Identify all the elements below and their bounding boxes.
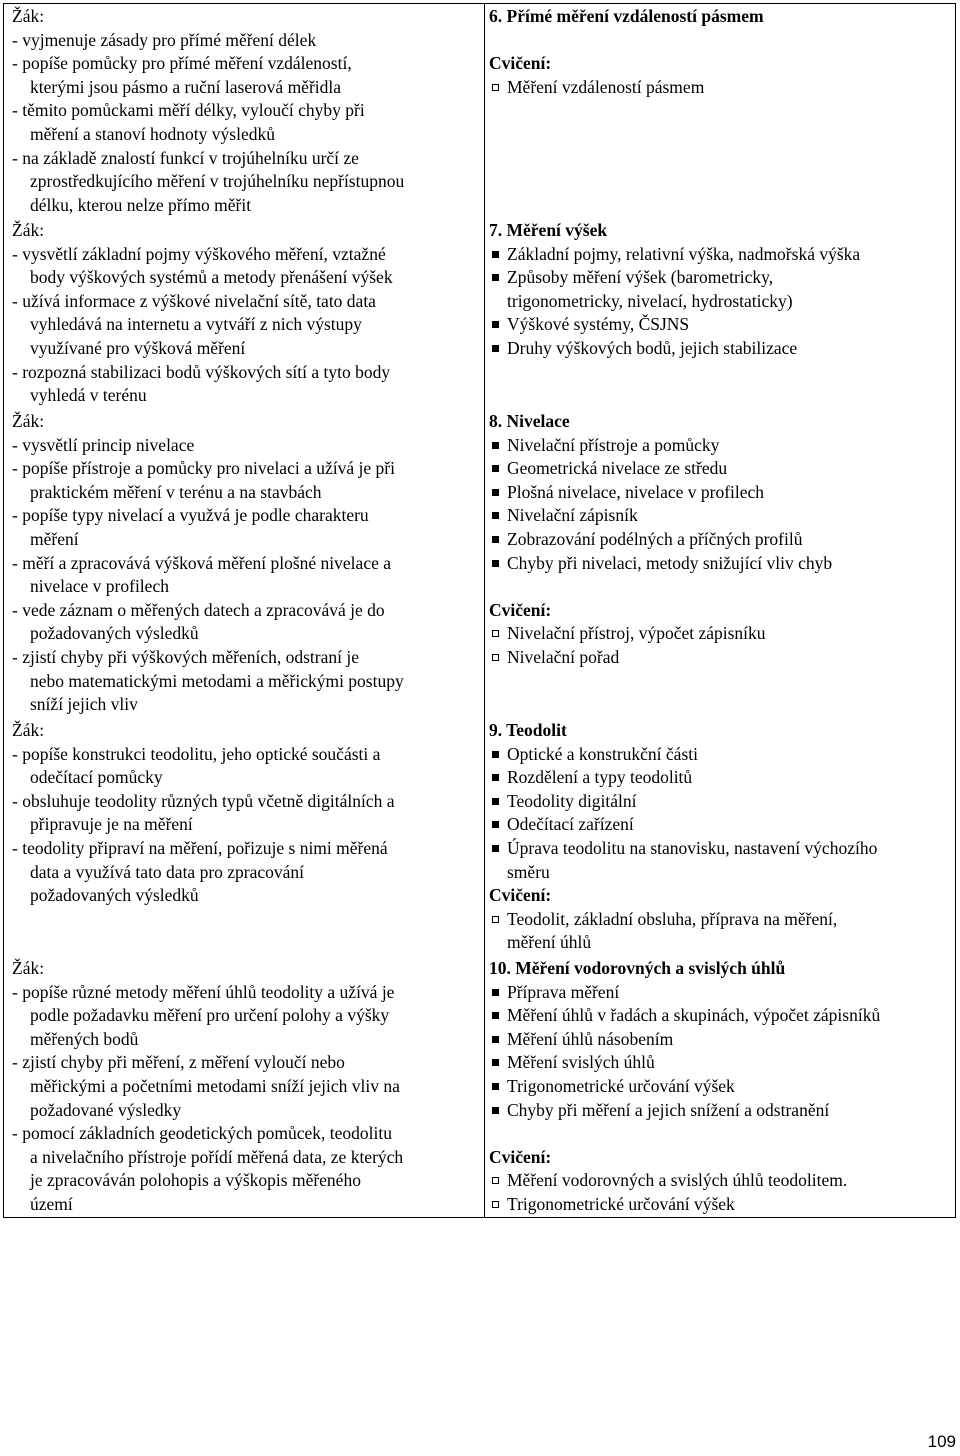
topic-heading: 7. Měření výšek	[489, 220, 608, 240]
item-text: Druhy výškových bodů, jejich stabilizace	[507, 337, 798, 358]
square-bullet-icon	[492, 798, 499, 805]
outcome-continuation: měření	[30, 528, 79, 549]
outcome-item: - vyjmenuje zásady pro přímé měření délek	[12, 29, 317, 50]
spacer	[489, 575, 954, 599]
outcome-continuation: vyhledá v terénu	[30, 385, 147, 406]
item-text: Nivelační pořad	[507, 646, 620, 667]
exercise-label: Cvičení:	[489, 885, 552, 906]
item-text: Měření vodorovných a svislých úhlů teodolitem.	[507, 1170, 848, 1191]
outcome-item: - na základě znalostí funkcí v trojúhelníku určí ze	[12, 147, 359, 168]
topic-item	[489, 504, 954, 528]
item-text: Teodolity digitální	[507, 790, 637, 811]
exercise-item	[489, 622, 954, 646]
square-bullet-icon	[492, 1012, 499, 1019]
topic-item	[489, 813, 954, 837]
student-label: Žák:	[12, 720, 45, 740]
outcome-continuation: odečítací pomůcky	[30, 767, 163, 788]
item-text: Způsoby měření výšek (barometricky,	[507, 267, 774, 288]
square-bullet-icon	[492, 321, 499, 328]
exercise-label: Cvičení:	[489, 599, 552, 620]
item-text: Nivelační přístroj, výpočet zápisníku	[507, 623, 766, 644]
outcomes-section	[12, 219, 476, 408]
outcome-item: - popíše různé metody měření úhlů teodolity a užívá je	[12, 981, 395, 1002]
outcomes-section	[12, 719, 476, 908]
topic-item	[489, 837, 954, 861]
student-label: Žák:	[12, 411, 45, 431]
hollow-bullet-icon	[492, 1201, 499, 1208]
item-text: Zobrazování podélných a příčných profilů	[507, 528, 803, 549]
outcome-continuation: připravuje je na měření	[30, 814, 193, 835]
item-text: Nivelační přístroje a pomůcky	[507, 434, 720, 455]
square-bullet-icon	[492, 751, 499, 758]
item-text: Teodolit, základní obsluha, příprava na měření,	[507, 908, 838, 929]
exercise-item	[489, 1193, 954, 1217]
topic-item	[489, 528, 954, 552]
outcome-continuation: zprostředkujícího měření v trojúhelníku nepřístupnou	[30, 171, 405, 192]
outcome-item: - pomocí základních geodetických pomůcek, teodolitu	[12, 1123, 393, 1144]
item-text: Měření vzdáleností pásmem	[507, 76, 705, 97]
item-text: Chyby při nivelaci, metody snižující vliv chyb	[507, 552, 833, 573]
column-divider	[484, 4, 485, 1217]
topic-heading: 10. Měření vodorovných a svislých úhlů	[489, 958, 786, 978]
topic-item	[489, 457, 954, 481]
topic-item	[489, 743, 954, 767]
square-bullet-icon	[492, 560, 499, 567]
item-text: Optické a konstrukční části	[507, 743, 698, 764]
outcome-item: - popíše přístroje a pomůcky pro nivelaci a užívá je při	[12, 458, 395, 479]
spacer	[489, 1122, 954, 1146]
topic-heading: 9. Teodolit	[489, 720, 567, 740]
item-text: Odečítací zařízení	[507, 814, 634, 835]
topic-heading: 8. Nivelace	[489, 411, 570, 431]
outcome-item: - popíše pomůcky pro přímé měření vzdáleností,	[12, 53, 352, 74]
outcome-continuation: měřickými a početními metodami sníží jejich vliv na	[30, 1075, 400, 1096]
topic-section	[489, 410, 954, 670]
square-bullet-icon	[492, 489, 499, 496]
square-bullet-icon	[492, 1107, 499, 1114]
square-bullet-icon	[492, 251, 499, 258]
outcome-continuation: body výškových systémů a metody přenášení výšek	[30, 267, 393, 288]
outcome-item: - těmito pomůckami měří délky, vyloučí chyby při	[12, 100, 365, 121]
outcome-continuation: a nivelačního přístroje pořídí měřená data, ze kterých	[30, 1146, 404, 1167]
square-bullet-icon	[492, 1036, 499, 1043]
outcome-continuation: je zpracováván polohopis a výškopis měřeného	[30, 1170, 361, 1191]
square-bullet-icon	[492, 821, 499, 828]
outcome-item: - užívá informace z výškové nivelační sítě, tato data	[12, 290, 376, 311]
exercise-item	[489, 646, 954, 670]
student-label: Žák:	[12, 220, 45, 240]
square-bullet-icon	[492, 512, 499, 519]
item-text: Výškové systémy, ČSJNS	[507, 314, 690, 335]
topic-item	[489, 243, 954, 267]
outcome-continuation: vyhledává na internetu a vytváří z nich výstupy	[30, 314, 362, 335]
topic-item	[489, 313, 954, 337]
item-continuation: směru	[507, 861, 550, 882]
topic-section	[489, 719, 954, 955]
topic-item	[489, 266, 954, 290]
outcome-item: - popíše konstrukci teodolitu, jeho optické součásti a	[12, 743, 381, 764]
topic-section	[489, 957, 954, 1217]
item-continuation: měření úhlů	[507, 932, 592, 953]
item-text: Chyby při měření a jejich snížení a odstranění	[507, 1099, 830, 1120]
topic-section	[489, 5, 954, 99]
topic-item	[489, 1075, 954, 1099]
topic-item	[489, 766, 954, 790]
outcome-continuation: podle požadavku měření pro určení polohy a výšky	[30, 1005, 390, 1026]
outcome-continuation: měření a stanoví hodnoty výsledků	[30, 123, 275, 144]
exercise-item	[489, 908, 954, 932]
square-bullet-icon	[492, 345, 499, 352]
topic-item	[489, 434, 954, 458]
topic-item	[489, 481, 954, 505]
outcome-continuation: délku, kterou nelze přímo měřit	[30, 194, 252, 215]
item-text: Měření úhlů násobením	[507, 1028, 674, 1049]
student-label: Žák:	[12, 6, 45, 26]
outcomes-section	[12, 410, 476, 717]
outcome-continuation: nivelace v profilech	[30, 576, 169, 597]
item-continuation: trigonometricky, nivelací, hydrostaticky)	[507, 290, 793, 311]
item-text: Plošná nivelace, nivelace v profilech	[507, 481, 765, 502]
topic-item	[489, 981, 954, 1005]
topic-section	[489, 219, 954, 361]
outcome-continuation: nebo matematickými metodami a měřickými postupy	[30, 670, 404, 691]
outcome-continuation: praktickém měření v terénu a na stavbách	[30, 481, 322, 502]
spacer	[489, 29, 954, 53]
hollow-bullet-icon	[492, 630, 499, 637]
square-bullet-icon	[492, 465, 499, 472]
topic-item	[489, 1051, 954, 1075]
exercise-label: Cvičení:	[489, 53, 552, 74]
item-text: Základní pojmy, relativní výška, nadmořská výška	[507, 243, 861, 264]
outcome-item: - vysvětlí základní pojmy výškového měření, vztažné	[12, 243, 386, 264]
outcome-continuation: kterými jsou pásmo a ruční laserová měřidla	[30, 76, 342, 97]
page-number: 109	[927, 1432, 956, 1451]
item-text: Geometrická nivelace ze středu	[507, 458, 728, 479]
exercise-label: Cvičení:	[489, 1146, 552, 1167]
item-text: Nivelační zápisník	[507, 505, 638, 526]
outcome-item: - vede záznam o měřených datech a zpracovává je do	[12, 599, 385, 620]
square-bullet-icon	[492, 274, 499, 281]
square-bullet-icon	[492, 989, 499, 996]
outcome-item: - zjistí chyby při výškových měřeních, odstraní je	[12, 646, 360, 667]
outcome-continuation: území	[30, 1193, 73, 1214]
square-bullet-icon	[492, 1059, 499, 1066]
outcome-continuation: sníží jejich vliv	[30, 694, 138, 715]
hollow-bullet-icon	[492, 84, 499, 91]
square-bullet-icon	[492, 1083, 499, 1090]
outcome-item: - teodolity připraví na měření, pořizuje s nimi měřená	[12, 837, 388, 858]
outcome-item: - měří a zpracovává výšková měření plošné nivelace a	[12, 552, 391, 573]
square-bullet-icon	[492, 774, 499, 781]
student-label: Žák:	[12, 958, 45, 978]
topic-item	[489, 1004, 954, 1028]
item-text: Rozdělení a typy teodolitů	[507, 767, 693, 788]
square-bullet-icon	[492, 845, 499, 852]
hollow-bullet-icon	[492, 654, 499, 661]
outcome-item: - zjistí chyby při měření, z měření vyloučí nebo	[12, 1052, 345, 1073]
square-bullet-icon	[492, 442, 499, 449]
hollow-bullet-icon	[492, 916, 499, 923]
outcome-continuation: požadované výsledky	[30, 1099, 182, 1120]
topic-item	[489, 552, 954, 576]
item-text: Trigonometrické určování výšek	[507, 1193, 735, 1214]
outcome-item: - vysvětlí princip nivelace	[12, 434, 195, 455]
topic-heading: 6. Přímé měření vzdáleností pásmem	[489, 6, 764, 26]
outcome-continuation: požadovaných výsledků	[30, 623, 199, 644]
exercise-item	[489, 76, 954, 100]
topic-item	[489, 1028, 954, 1052]
hollow-bullet-icon	[492, 1177, 499, 1184]
item-text: Měření úhlů v řadách a skupinách, výpočet zápisníků	[507, 1005, 881, 1026]
topic-item	[489, 790, 954, 814]
curriculum-table	[3, 3, 956, 1218]
outcomes-section	[12, 957, 476, 1217]
item-text: Příprava měření	[507, 981, 620, 1002]
item-text: Úprava teodolitu na stanovisku, nastavení výchozího	[507, 837, 878, 858]
item-text: Měření svislých úhlů	[507, 1052, 655, 1073]
outcome-continuation: data a využívá tato data pro zpracování	[30, 861, 305, 882]
exercise-item	[489, 1169, 954, 1193]
outcome-continuation: požadovaných výsledků	[30, 885, 199, 906]
outcome-continuation: měřených bodů	[30, 1028, 139, 1049]
topic-item	[489, 1099, 954, 1123]
outcome-item: - rozpozná stabilizaci bodů výškových sítí a tyto body	[12, 361, 391, 382]
outcome-continuation: využívané pro výšková měření	[30, 337, 246, 358]
outcome-item: - obsluhuje teodolity různých typů včetně digitálních a	[12, 790, 395, 811]
outcome-item: - popíše typy nivelací a využvá je podle charakteru	[12, 505, 369, 526]
square-bullet-icon	[492, 536, 499, 543]
outcomes-section	[12, 5, 476, 217]
topic-item	[489, 337, 954, 361]
item-text: Trigonometrické určování výšek	[507, 1075, 735, 1096]
